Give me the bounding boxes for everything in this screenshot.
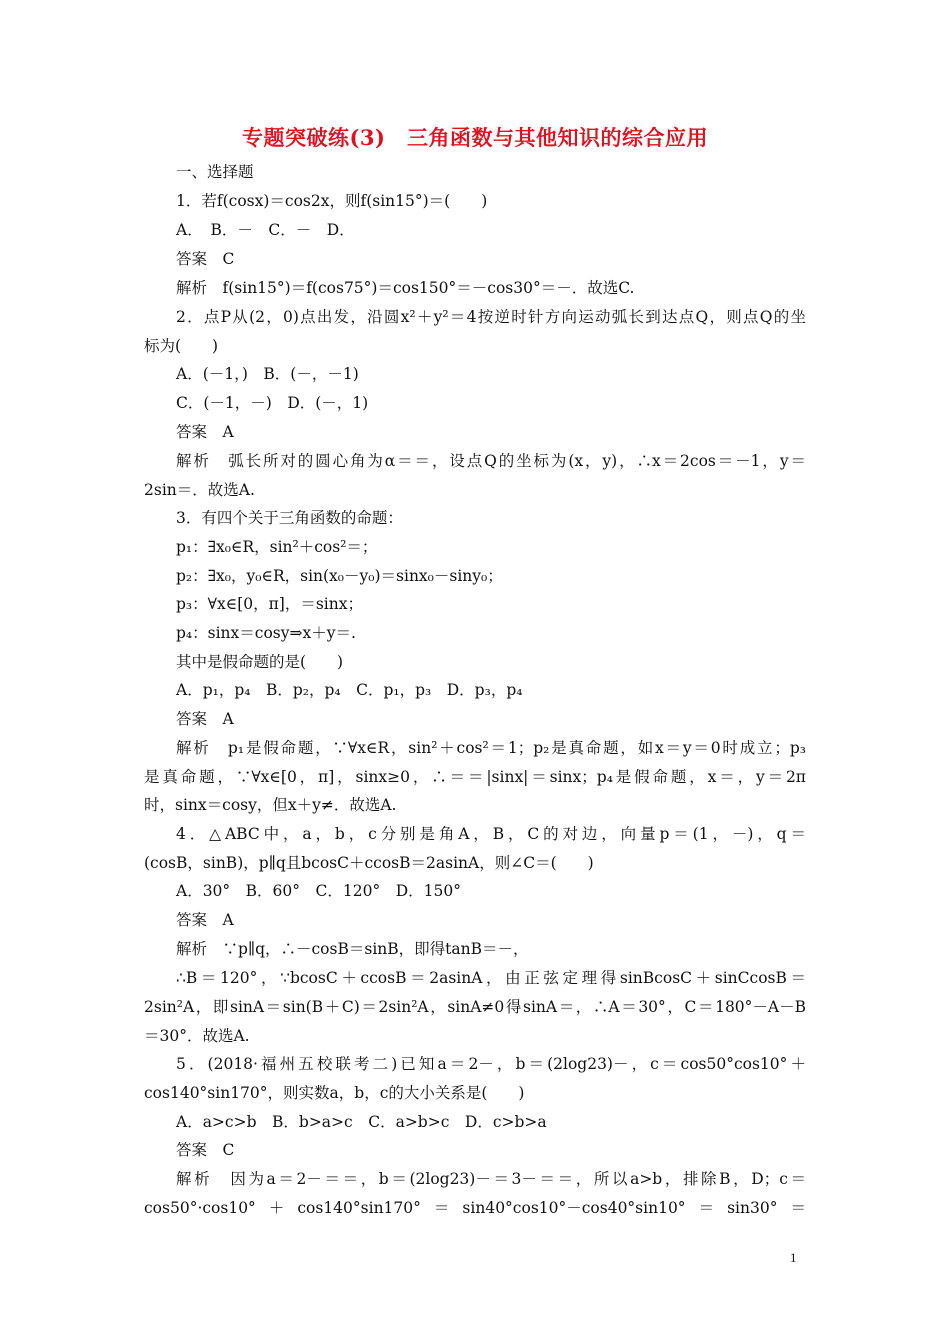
q2-answer: 答案 A bbox=[176, 423, 234, 441]
question-1: 1．若f(cosx)＝cos2x，则f(sin15°)＝( ) bbox=[176, 192, 488, 210]
q2-analysis-cont: 2sin＝．故选A. bbox=[144, 481, 255, 499]
proposition-p1: p₁：∃x₀∈R，sin²＋cos²＝； bbox=[176, 538, 378, 556]
q4-answer: 答案 A bbox=[176, 911, 234, 929]
page-title: 专题突破练(3) 三角函数与其他知识的综合应用 bbox=[242, 125, 708, 150]
q4-analysis-cont2: 2sin²A，即sinA＝sin(B＋C)＝2sin²A，sinA≠0得sinA＝，∴A＝30°，C＝180°－A－B bbox=[144, 998, 806, 1016]
question-2-cont: 标为( ) bbox=[144, 337, 219, 355]
q4-options: A．30° B．60° C．120° D．150° bbox=[176, 882, 461, 900]
q3-options: A．p₁，p₄ B．p₂，p₄ C．p₁，p₃ D．p₃，p₄ bbox=[176, 681, 523, 699]
q5-analysis-cont: cos50°·cos10°＋cos140°sin170°＝sin40°cos10°－cos40°sin10°＝sin30°＝ bbox=[144, 1199, 806, 1217]
q1-options: A． B．－ C．－ D． bbox=[176, 221, 355, 239]
q3-analysis: 解析 p₁是假命题，∵∀x∈R，sin²＋cos²＝1；p₂是真命题，如x＝y＝0时成立；p₃ bbox=[176, 739, 806, 757]
question-4: 4．△ABC中，a，b，c分别是角A，B，C的对边，向量p＝(1，－)，q＝ bbox=[176, 825, 806, 843]
q5-answer: 答案 C bbox=[176, 1141, 235, 1159]
q1-answer: 答案 C bbox=[176, 250, 235, 268]
section-heading: 一、选择题 bbox=[176, 163, 254, 181]
q1-analysis: 解析 f(sin15°)＝f(cos75°)＝cos150°＝－cos30°＝－．故选C. bbox=[176, 279, 635, 297]
proposition-p2: p₂：∃x₀，y₀∈R，sin(x₀－y₀)＝sinx₀－siny₀； bbox=[176, 567, 503, 585]
q2-options-cd: C．(－1，－) D．(－，1) bbox=[176, 394, 369, 412]
question-2: 2．点P从(2，0)点出发，沿圆x²＋y²＝4按逆时针方向运动弧长到达点Q，则点Q的坐 bbox=[176, 308, 806, 326]
q2-options-ab: A．(－1，) B．(－，－1) bbox=[176, 365, 359, 383]
q4-analysis-end: ＝30°．故选A. bbox=[144, 1027, 250, 1045]
question-3: 3．有四个关于三角函数的命题： bbox=[176, 509, 403, 527]
proposition-p3: p₃：∀x∈[0，π]，＝sinx； bbox=[176, 595, 363, 613]
q3-answer: 答案 A bbox=[176, 710, 234, 728]
question-5-cont: cos140°sin170°，则实数a，b，c的大小关系是( ) bbox=[144, 1084, 525, 1102]
question-5: 5．(2018·福州五校联考二)已知a＝2－，b＝(2log23)－，c＝cos50°cos10°＋ bbox=[176, 1055, 806, 1073]
q4-analysis-cont: ∴B＝120°，∵bcosC＋ccosB＝2asinA，由正弦定理得sinBcosC＋sinCcosB＝ bbox=[176, 969, 806, 987]
q5-options: A．a>c>b B．b>a>c C．a>b>c D．c>b>a bbox=[176, 1113, 547, 1131]
page-number: 1 bbox=[790, 1250, 797, 1265]
q5-analysis: 解析 因为a＝2－＝＝，b＝(2log23)－＝3－＝＝，所以a>b，排除B，D；c＝ bbox=[176, 1170, 806, 1188]
q3-analysis-cont: 是真命题，∵∀x∈[0，π]，sinx≥0，∴＝＝|sinx|＝sinx；p₄是假命题，x＝，y＝2π bbox=[144, 768, 806, 786]
question-4-cont: (cosB，sinB)，p∥q且bcosC＋ccosB＝2asinA，则∠C＝( ) bbox=[144, 854, 594, 872]
proposition-p4: p₄：sinx＝cosy⇒x＋y＝. bbox=[176, 624, 356, 642]
q4-analysis: 解析 ∵p∥q，∴－cosB＝sinB，即得tanB＝－， bbox=[176, 940, 529, 958]
q3-prompt: 其中是假命题的是( ) bbox=[176, 653, 344, 671]
q3-analysis-end: 时，sinx＝cosy，但x＋y≠．故选A. bbox=[144, 796, 397, 814]
q2-analysis: 解析 弧长所对的圆心角为α＝＝，设点Q的坐标为(x，y)，∴x＝2cos＝－1，y＝ bbox=[176, 452, 806, 470]
